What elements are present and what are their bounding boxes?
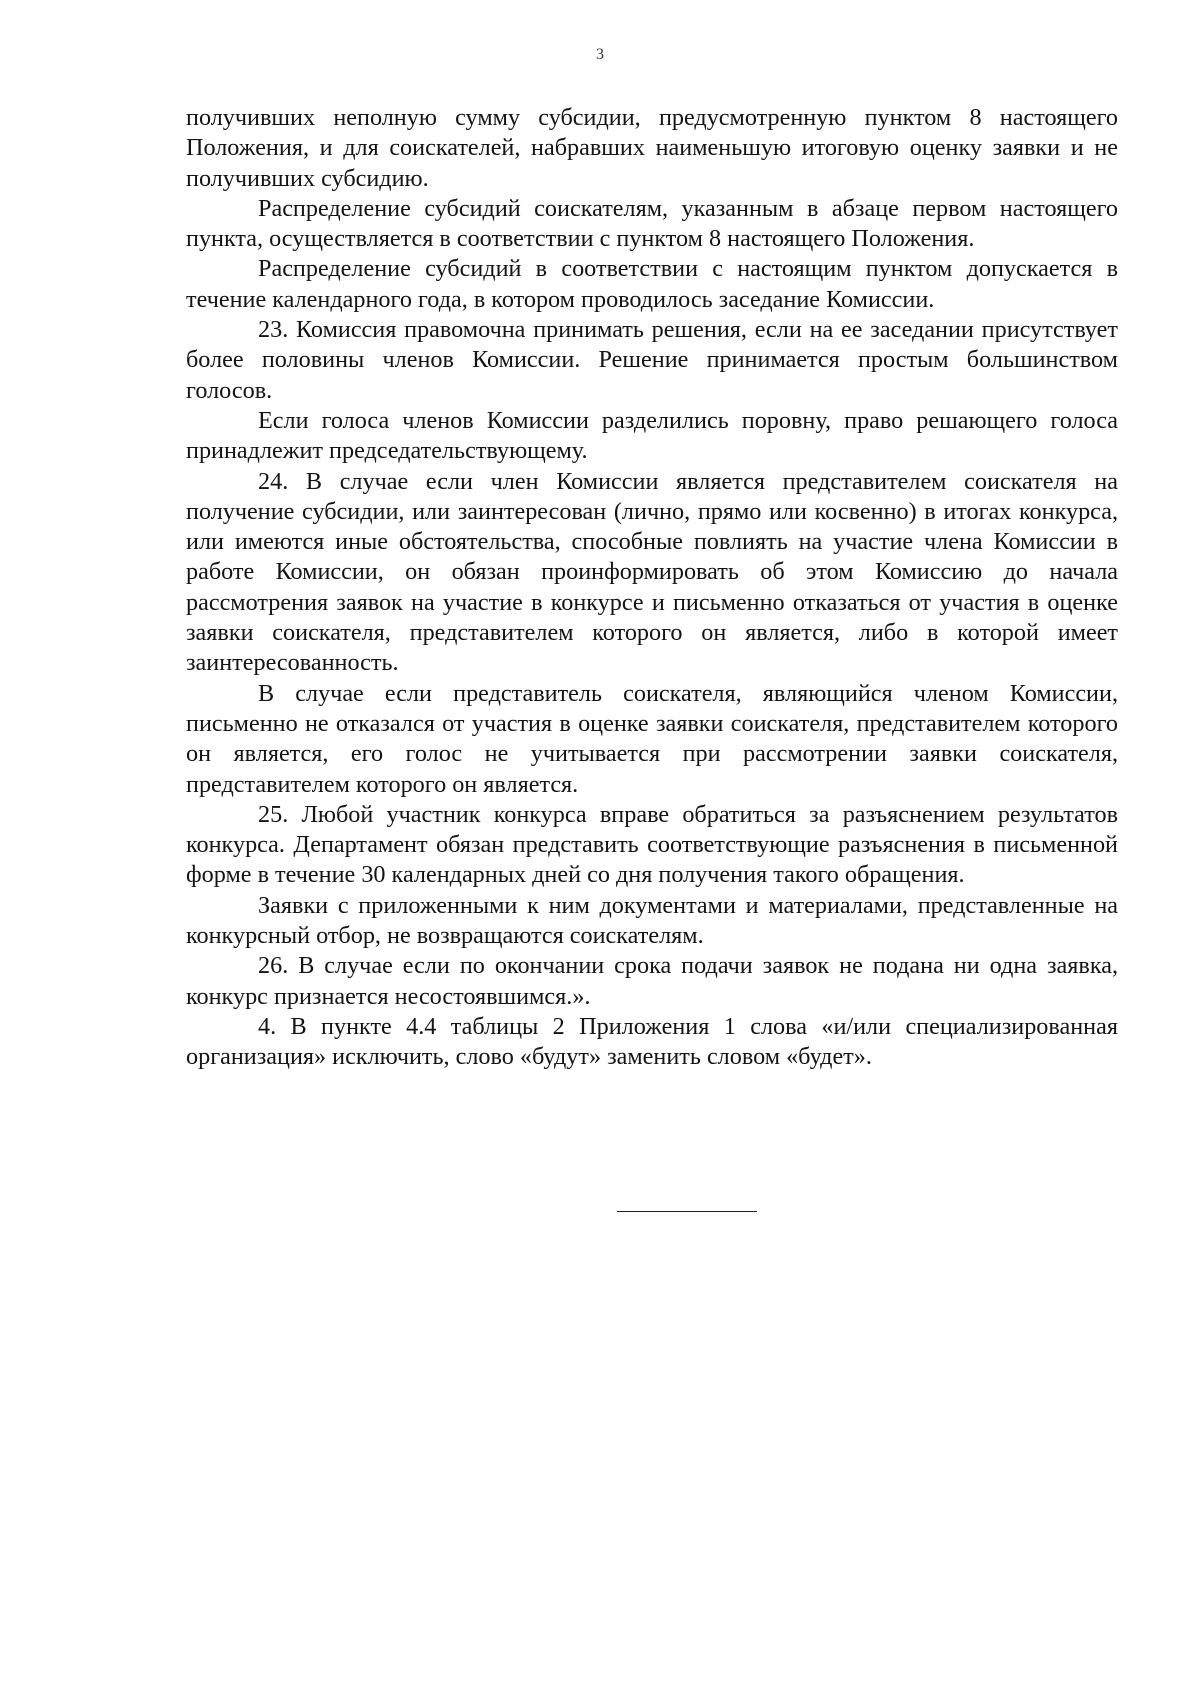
- paragraph-item-26: 26. В случае если по окончании срока подачи заявок не подана ни одна заявка, конкурс признается несостоявшимся.».: [186, 952, 1118, 1010]
- paragraph: Если голоса членов Комиссии разделились поровну, право решающего голоса принадлежит председательствующему.: [186, 406, 1118, 465]
- paragraph-item-4: 4. В пункте 4.4 таблицы 2 Приложения 1 слова «и/или специализированная организация» исключить, слово «будут» заменить словом «будет».: [186, 1012, 1118, 1071]
- paragraph-item-25: 25. Любой участник конкурса вправе обратиться за разъяснением результатов конкурса. Департамент обязан представить соответствующие разъяснения в письменной форме в течение 30 календарных дней со дня получения такого обращения.: [186, 800, 1118, 889]
- paragraph-item-24: 24. В случае если член Комиссии является представителем соискателя на получение субсидии, или заинтересован (лично, прямо или косвенно) в итогах конкурса, или имеются иные обстоятельства, способные повлиять на участие члена Комиссии в работе Комиссии, он обязан проинформировать об этом Комиссию до начала рассмотрения заявок на участие в конкурсе и письменно отказаться от участия в оценке заявки соискателя, представителем которого он является, либо в которой имеет заинтересованность.: [186, 467, 1118, 677]
- document-body: [186, 103, 1118, 1073]
- end-divider-line: [617, 1211, 757, 1212]
- paragraph-continuation: получивших неполную сумму субсидии, предусмотренную пунктом 8 настоящего Положения, и для соискателей, набравших наименьшую итоговую оценку заявки и не получивших субсидию.: [186, 104, 1118, 192]
- paragraph-item-23: 23. Комиссия правомочна принимать решения, если на ее заседании присутствует более половины членов Комиссии. Решение принимается простым большинством голосов.: [186, 316, 1118, 404]
- paragraph: Заявки с приложенными к ним документами и материалами, представленные на конкурсный отбор, не возвращаются соискателям.: [186, 891, 1118, 950]
- paragraph: В случае если представитель соискателя, являющийся членом Комиссии, письменно не отказался от участия в оценке заявки соискателя, представителем которого он является, его голос не учитывается при рассмотрении заявки соискателя, представителем которого он является.: [186, 679, 1118, 798]
- paragraph: Распределение субсидий в соответствии с настоящим пунктом допускается в течение календарного года, в котором проводилось заседание Комиссии.: [186, 255, 1118, 313]
- paragraph: Распределение субсидий соискателям, указанным в абзаце первом настоящего пункта, осуществляется в соответствии с пунктом 8 настоящего Положения.: [186, 194, 1118, 253]
- page-number: 3: [596, 46, 604, 63]
